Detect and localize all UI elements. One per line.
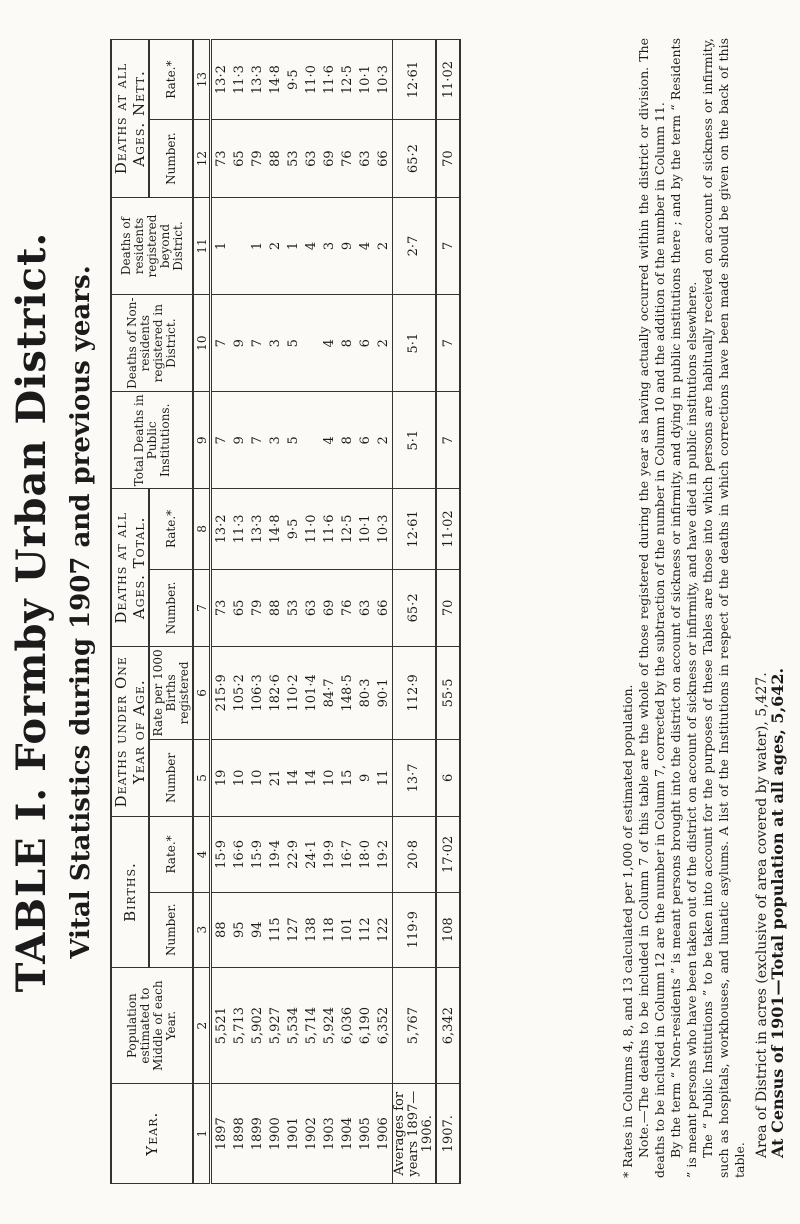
table-cell: 138 bbox=[302, 892, 320, 967]
vital-statistics-table bbox=[110, 39, 461, 1184]
table-cell: 84·7 bbox=[320, 647, 338, 739]
table-row bbox=[374, 40, 393, 1184]
table-cell: 10·1 bbox=[356, 40, 374, 120]
header-total-deaths: Deaths at all Ages. Total. bbox=[111, 489, 149, 647]
table-cell: 94 bbox=[248, 892, 266, 967]
subheader-nett-rate: Rate.* bbox=[149, 40, 193, 120]
table-cell: 24·1 bbox=[302, 817, 320, 892]
table-cell: 79 bbox=[248, 569, 266, 647]
table-cell: 5,714 bbox=[302, 967, 320, 1084]
column-number-row bbox=[193, 40, 211, 1184]
note-paragraph-institutions: The “ Public Institutions ” to be taken into account for the purposes of these Tables are those into which persons are habitually received on account of sickness or infirmity, such as hospitals, workhouses, and lunatic asylums. A list of the Institutions in respect of the deaths in which corrections have been made should be given on the back of this table. bbox=[700, 38, 747, 1178]
table-cell: 19·4 bbox=[266, 817, 284, 892]
table-row bbox=[211, 40, 231, 1184]
table-body bbox=[211, 40, 461, 1184]
year-cell: 1899 bbox=[248, 1084, 266, 1184]
table-cell: 10 bbox=[320, 739, 338, 817]
subheader-infant-rate: Rate per 1000 Births registered bbox=[149, 647, 193, 739]
table-cell: 63 bbox=[356, 120, 374, 198]
table-cell: 88 bbox=[266, 569, 284, 647]
table-cell: 11 bbox=[374, 739, 393, 817]
header-public-institutions: Total Deaths in Public Institutions. bbox=[111, 392, 193, 489]
table-cell: 53 bbox=[284, 120, 302, 198]
table-cell: 5,902 bbox=[248, 967, 266, 1084]
table-cell: 2 bbox=[374, 295, 393, 392]
table-row bbox=[284, 40, 302, 1184]
table-cell: 13·2 bbox=[211, 40, 231, 120]
final-year-cell: 70 bbox=[436, 569, 460, 647]
table-cell: 9 bbox=[230, 295, 248, 392]
average-cell: 65·2 bbox=[393, 120, 437, 198]
area-note: Area of District in acres (exclusive of area covered by water), 5,427. bbox=[754, 672, 770, 1158]
subheader-nett-number: Number. bbox=[149, 120, 193, 198]
final-year-cell: 7 bbox=[436, 295, 460, 392]
table-cell: 215·9 bbox=[211, 647, 231, 739]
table-cell: 21 bbox=[266, 739, 284, 817]
table-cell: 7 bbox=[248, 392, 266, 489]
column-number: 13 bbox=[193, 40, 211, 120]
table-cell: 110·2 bbox=[284, 647, 302, 739]
year-1907-row bbox=[436, 40, 460, 1184]
table-cell: 5,924 bbox=[320, 967, 338, 1084]
subheader-infant-number: Number bbox=[149, 739, 193, 817]
year-cell: 1901 bbox=[284, 1084, 302, 1184]
table-cell: 1 bbox=[211, 197, 231, 294]
table-row bbox=[338, 40, 356, 1184]
table-cell: 5,534 bbox=[284, 967, 302, 1084]
table-cell: 15 bbox=[338, 739, 356, 817]
subheader-total-rate: Rate.* bbox=[149, 489, 193, 569]
subheader-births-number: Number. bbox=[149, 892, 193, 967]
table-cell: 11·6 bbox=[320, 40, 338, 120]
average-cell: 12·61 bbox=[393, 40, 437, 120]
table-row bbox=[320, 40, 338, 1184]
census-note: At Census of 1901—Total population at all ages, 5,642. bbox=[768, 667, 787, 1158]
average-cell: 65·2 bbox=[393, 569, 437, 647]
table-cell: 66 bbox=[374, 569, 393, 647]
column-number: 10 bbox=[193, 295, 211, 392]
column-number: 8 bbox=[193, 489, 211, 569]
averages-row bbox=[393, 40, 437, 1184]
table-cell: 16·6 bbox=[230, 817, 248, 892]
table-cell: 9·5 bbox=[284, 40, 302, 120]
table-cell: 105·2 bbox=[230, 647, 248, 739]
table-cell: 6,190 bbox=[356, 967, 374, 1084]
table-cell: 101·4 bbox=[302, 647, 320, 739]
year-cell: 1903 bbox=[320, 1084, 338, 1184]
table-cell: 88 bbox=[211, 892, 231, 967]
table-cell: 13·2 bbox=[211, 489, 231, 569]
year-cell: 1905 bbox=[356, 1084, 374, 1184]
note-paragraph-deaths: Note.—The deaths to be included in Column 7 of this table are the whole of those registered during the year as having actually occurred within the district or division. The deaths to be included in Column 12 are the number in Column 7, corrected by the subtraction of the number in Column 10 and the addition of the number in Column 11. bbox=[636, 38, 667, 1178]
table-row bbox=[302, 40, 320, 1184]
table-cell: 14·8 bbox=[266, 40, 284, 120]
table-cell: 19 bbox=[211, 739, 231, 817]
final-year-cell: 7 bbox=[436, 392, 460, 489]
table-cell: 112 bbox=[356, 892, 374, 967]
table-cell: 4 bbox=[320, 392, 338, 489]
table-cell: 101 bbox=[338, 892, 356, 967]
table-cell: 1 bbox=[284, 197, 302, 294]
table-cell: 2 bbox=[374, 197, 393, 294]
table-cell: 76 bbox=[338, 120, 356, 198]
averages-label: Averages for years 1897—1906. bbox=[393, 1084, 437, 1184]
average-cell: 5,767 bbox=[393, 967, 437, 1084]
rate-footnote: * Rates in Columns 4, 8, and 13 calculated per 1,000 of estimated population. bbox=[620, 684, 635, 1178]
table-cell: 5 bbox=[284, 295, 302, 392]
table-cell: 10 bbox=[248, 739, 266, 817]
table-cell: 118 bbox=[320, 892, 338, 967]
table-cell: 95 bbox=[230, 892, 248, 967]
table-cell: 9 bbox=[356, 739, 374, 817]
final-year-cell: 11·02 bbox=[436, 489, 460, 569]
table-cell: 66 bbox=[374, 120, 393, 198]
table-cell: 73 bbox=[211, 120, 231, 198]
table-cell: 10·3 bbox=[374, 489, 393, 569]
table-cell: 2 bbox=[266, 197, 284, 294]
table-cell: 5,713 bbox=[230, 967, 248, 1084]
table-cell: 14 bbox=[284, 739, 302, 817]
table-cell: 13·3 bbox=[248, 489, 266, 569]
average-cell: 2·7 bbox=[393, 197, 437, 294]
average-cell: 12·61 bbox=[393, 489, 437, 569]
column-number: 7 bbox=[193, 569, 211, 647]
header-population: Population estimated to Middle of each Year. bbox=[111, 967, 193, 1084]
table-cell: 76 bbox=[338, 569, 356, 647]
table-row bbox=[266, 40, 284, 1184]
column-number: 1 bbox=[193, 1084, 211, 1184]
table-cell: 5,927 bbox=[266, 967, 284, 1084]
table-cell: 80·3 bbox=[356, 647, 374, 739]
final-year-cell: 6,342 bbox=[436, 967, 460, 1084]
average-cell: 119·9 bbox=[393, 892, 437, 967]
table-cell: 19·2 bbox=[374, 817, 393, 892]
final-year-cell: 11·02 bbox=[436, 40, 460, 120]
header-non-residents: Deaths of Non-residents registered in District. bbox=[111, 295, 193, 392]
table-cell: 69 bbox=[320, 569, 338, 647]
table-cell bbox=[302, 295, 320, 392]
year-cell: 1904 bbox=[338, 1084, 356, 1184]
average-cell: 20·8 bbox=[393, 817, 437, 892]
table-cell: 3 bbox=[266, 392, 284, 489]
table-cell: 106·3 bbox=[248, 647, 266, 739]
table-cell: 90·1 bbox=[374, 647, 393, 739]
table-cell: 53 bbox=[284, 569, 302, 647]
table-cell: 11·3 bbox=[230, 489, 248, 569]
note-paragraph-residents: By the term “ Non-residents ” is meant persons brought into the district on account of sickness or infirmity, and dying in public institutions there ; and by the term “ Residents ” is meant persons who have been taken out of the district on account of sickness or infirmity, and have died in public institutions elsewhere. bbox=[668, 38, 699, 1178]
column-number: 3 bbox=[193, 892, 211, 967]
year-cell: 1898 bbox=[230, 1084, 248, 1184]
table-cell: 6,352 bbox=[374, 967, 393, 1084]
table-cell: 11·0 bbox=[302, 489, 320, 569]
table-cell: 22·9 bbox=[284, 817, 302, 892]
table-cell: 63 bbox=[302, 120, 320, 198]
table-cell: 9 bbox=[338, 197, 356, 294]
table-cell: 19·9 bbox=[320, 817, 338, 892]
header-infant-deaths: Deaths under One Year of Age. bbox=[111, 647, 149, 817]
table-row bbox=[248, 40, 266, 1184]
average-cell: 112·9 bbox=[393, 647, 437, 739]
table-cell: 79 bbox=[248, 120, 266, 198]
table-cell: 12·5 bbox=[338, 40, 356, 120]
table-cell: 69 bbox=[320, 120, 338, 198]
table-cell: 11·3 bbox=[230, 40, 248, 120]
table-cell: 5,521 bbox=[211, 967, 231, 1084]
year-cell: 1897 bbox=[211, 1084, 231, 1184]
table-cell: 4 bbox=[320, 295, 338, 392]
column-number: 11 bbox=[193, 197, 211, 294]
table-cell: 10·1 bbox=[356, 489, 374, 569]
table-cell: 6 bbox=[356, 392, 374, 489]
column-number: 4 bbox=[193, 817, 211, 892]
page-title: TABLE I. Formby Urban District. bbox=[8, 231, 55, 993]
table-cell: 11·0 bbox=[302, 40, 320, 120]
average-cell: 13·7 bbox=[393, 739, 437, 817]
header-births: Births. bbox=[111, 817, 149, 968]
final-year-cell: 6 bbox=[436, 739, 460, 817]
table-cell: 6 bbox=[356, 295, 374, 392]
table-cell: 115 bbox=[266, 892, 284, 967]
column-number: 2 bbox=[193, 967, 211, 1084]
table-cell: 8 bbox=[338, 392, 356, 489]
table-cell: 13·3 bbox=[248, 40, 266, 120]
table-cell: 8 bbox=[338, 295, 356, 392]
table-cell: 16·7 bbox=[338, 817, 356, 892]
table-cell: 182·6 bbox=[266, 647, 284, 739]
subheader-births-rate: Rate.* bbox=[149, 817, 193, 892]
table-cell: 5 bbox=[284, 392, 302, 489]
column-number: 6 bbox=[193, 647, 211, 739]
table-cell: 3 bbox=[266, 295, 284, 392]
table-cell: 14·8 bbox=[266, 489, 284, 569]
column-number: 5 bbox=[193, 739, 211, 817]
table-cell: 1 bbox=[248, 197, 266, 294]
table-cell: 12·5 bbox=[338, 489, 356, 569]
header-residents-beyond: Deaths of residents registered beyond District. bbox=[111, 197, 193, 294]
table-cell: 65 bbox=[230, 120, 248, 198]
table-cell: 9·5 bbox=[284, 489, 302, 569]
final-year-cell: 70 bbox=[436, 120, 460, 198]
table-cell: 2 bbox=[374, 392, 393, 489]
table-cell: 18·0 bbox=[356, 817, 374, 892]
table-cell: 7 bbox=[248, 295, 266, 392]
table-cell: 7 bbox=[211, 392, 231, 489]
table-cell: 65 bbox=[230, 569, 248, 647]
table-cell: 88 bbox=[266, 120, 284, 198]
table-cell: 73 bbox=[211, 569, 231, 647]
table-cell: 4 bbox=[356, 197, 374, 294]
vital-statistics-table-wrap bbox=[110, 39, 461, 1184]
year-cell: 1906 bbox=[374, 1084, 393, 1184]
subheader-total-number: Number. bbox=[149, 569, 193, 647]
column-number: 12 bbox=[193, 120, 211, 198]
final-year-label: 1907. bbox=[436, 1084, 460, 1184]
table-row bbox=[356, 40, 374, 1184]
table-cell: 9 bbox=[230, 392, 248, 489]
header-year: Year. bbox=[111, 1084, 193, 1184]
table-cell: 11·6 bbox=[320, 489, 338, 569]
table-cell: 6,036 bbox=[338, 967, 356, 1084]
page-subtitle: Vital Statistics during 1907 and previous years. bbox=[66, 265, 96, 959]
table-row bbox=[230, 40, 248, 1184]
table-cell: 4 bbox=[302, 197, 320, 294]
header-nett-deaths: Deaths at all Ages. Nett. bbox=[111, 40, 149, 198]
year-cell: 1902 bbox=[302, 1084, 320, 1184]
year-cell: 1900 bbox=[266, 1084, 284, 1184]
table-cell: 7 bbox=[211, 295, 231, 392]
table-cell: 63 bbox=[356, 569, 374, 647]
average-cell: 5·1 bbox=[393, 392, 437, 489]
final-year-cell: 7 bbox=[436, 197, 460, 294]
table-cell: 15·9 bbox=[248, 817, 266, 892]
table-cell: 127 bbox=[284, 892, 302, 967]
table-cell bbox=[302, 392, 320, 489]
table-cell: 10·3 bbox=[374, 40, 393, 120]
final-year-cell: 108 bbox=[436, 892, 460, 967]
final-year-cell: 17·02 bbox=[436, 817, 460, 892]
table-cell: 3 bbox=[320, 197, 338, 294]
average-cell: 5·1 bbox=[393, 295, 437, 392]
table-cell: 14 bbox=[302, 739, 320, 817]
final-year-cell: 55·5 bbox=[436, 647, 460, 739]
column-number: 9 bbox=[193, 392, 211, 489]
footnotes bbox=[620, 38, 786, 1178]
table-cell: 15·9 bbox=[211, 817, 231, 892]
table-cell bbox=[230, 197, 248, 294]
table-cell: 148·5 bbox=[338, 647, 356, 739]
table-cell: 122 bbox=[374, 892, 393, 967]
table-cell: 63 bbox=[302, 569, 320, 647]
table-cell: 10 bbox=[230, 739, 248, 817]
